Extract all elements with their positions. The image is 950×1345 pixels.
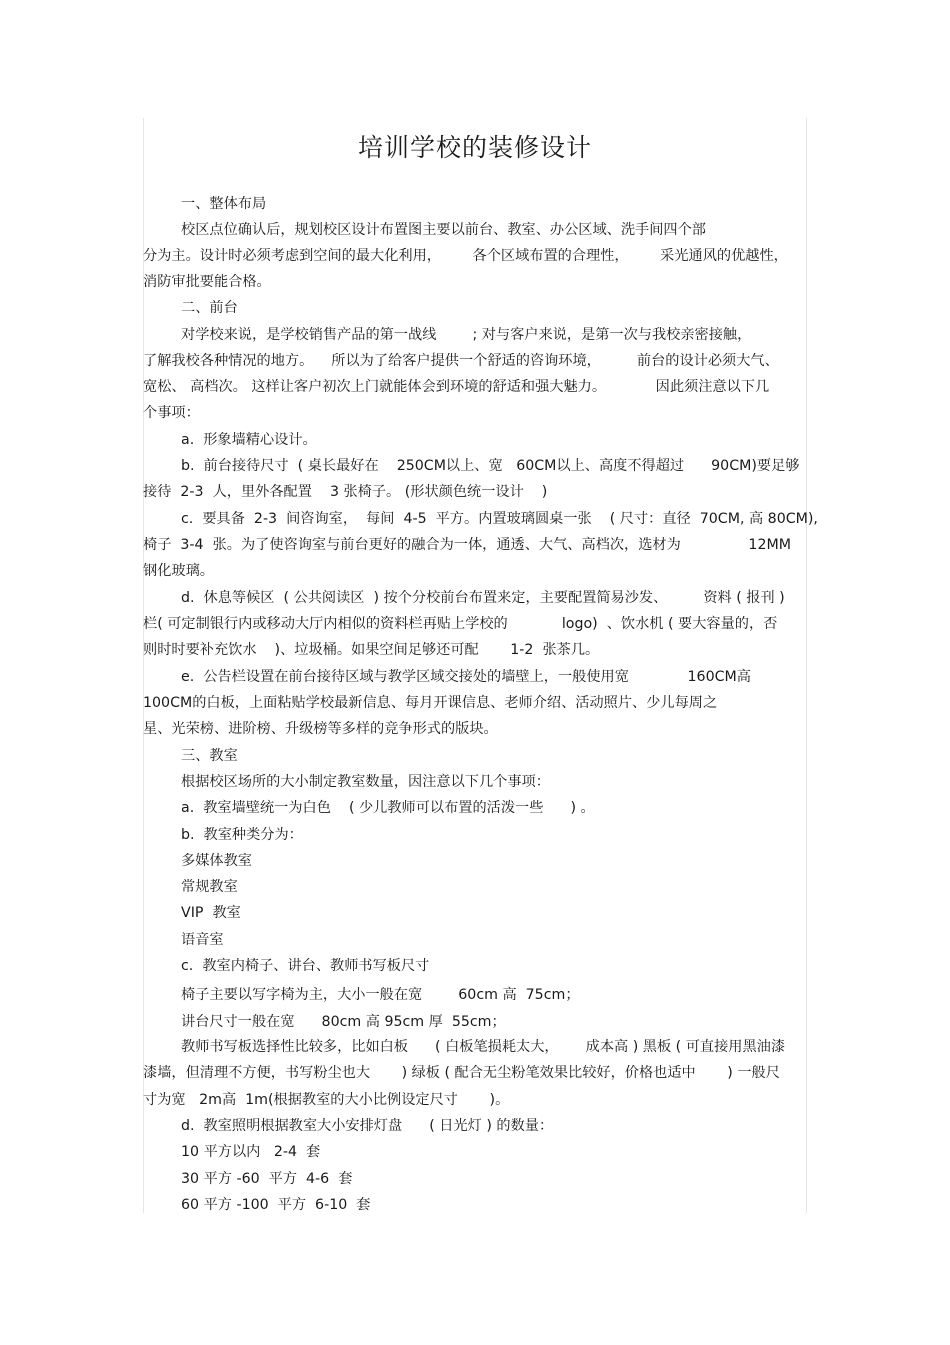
- paragraph-line: 椅子 3-4 张。为了使咨询室与前台更好的融合为一体，通透、大气、高档次，选材为 12MM: [143, 537, 791, 553]
- paragraph-line: 宽松、 高档次。 这样让客户初次上门就能体会到环境的舒适和强大魅力。 因此须注意以下几: [143, 379, 770, 395]
- list-item: c. 教室内椅子、讲台、教师书写板尺寸: [181, 958, 430, 974]
- paragraph-line: 钢化玻璃。: [143, 563, 214, 579]
- list-item: a. 形象墙精心设计。: [181, 432, 317, 448]
- paragraph-line: 椅子主要以写字椅为主，大小一般在宽 60cm 高 75cm；: [181, 987, 580, 1003]
- classroom-type: 常规教室: [181, 879, 238, 895]
- paragraph-line: 分为主。设计时必须考虑到空间的最大化利用， 各个区域布置的合理性， 采光通风的优越性，: [143, 248, 788, 264]
- section-heading-reception: 二、前台: [181, 300, 238, 316]
- list-item: b. 教室种类分为：: [181, 827, 303, 843]
- paragraph-line: 寸为宽 2m高 1m(根据教室的大小比例设定尺寸 )。: [143, 1092, 510, 1108]
- lighting-row: 60 平方 -100 平方 6-10 套: [181, 1197, 371, 1213]
- paragraph-line: 漆墙，但清理不方便，书写粉尘也大 ) 绿板 ( 配合无尘粉笔效果比较好，价格也适中 ) 一般尺: [143, 1065, 780, 1081]
- paragraph-line: 星、光荣榜、进阶榜、升级榜等多样的竞争形式的版块。: [143, 721, 498, 737]
- list-item: e. 公告栏设置在前台接待区域与教学区域交接处的墙壁上，一般使用宽 160CM高: [181, 669, 751, 685]
- paragraph-line: 校区点位确认后，规划校区设计布置图主要以前台、教室、办公区域、洗手间四个部: [181, 222, 706, 238]
- paragraph-line: 教师书写板选择性比较多，比如白板 ( 白板笔损耗太大， 成本高 ) 黑板 ( 可直接用黑油漆: [181, 1039, 786, 1055]
- paragraph-line: 100CM的白板，上面粘贴学校最新信息、每月开课信息、老师介绍、活动照片、少儿每周之: [143, 695, 718, 711]
- section-heading-layout: 一、整体布局: [181, 196, 267, 212]
- lighting-row: 10 平方以内 2-4 套: [181, 1144, 321, 1160]
- paragraph-line: 讲台尺寸一般在宽 80cm 高 95cm 厚 55cm；: [181, 1014, 506, 1030]
- list-item: d. 休息等候区 ( 公共阅读区 ) 按个分校前台布置来定，主要配置简易沙发、 资料 ( 报刊 ): [181, 590, 785, 606]
- list-item: a. 教室墙壁统一为白色 ( 少儿教师可以布置的活泼一些 ) 。: [181, 800, 595, 816]
- list-item: d. 教室照明根据教室大小安排灯盘 ( 日光灯 ) 的数量：: [181, 1118, 554, 1134]
- section-heading-classroom: 三、教室: [181, 748, 238, 764]
- paragraph-line: 了解我校各种情况的地方。 所以为了给客户提供一个舒适的咨询环境， 前台的设计必须大气、: [143, 353, 779, 369]
- paragraph-line: 则时时要补充饮水 )、垃圾桶。如果空间足够还可配 1-2 张茶几。: [143, 642, 600, 658]
- paragraph-line: 接待 2-3 人，里外各配置 3 张椅子。 (形状颜色统一设计 ): [143, 484, 548, 500]
- paragraph-line: 栏( 可定制银行内或移动大厅内相似的资料栏再贴上学校的 logo) 、饮水机 ( 要大容量的，否: [143, 616, 778, 632]
- paragraph-line: 根据校区场所的大小制定教室数量，因注意以下几个事项：: [181, 774, 550, 790]
- list-item: c. 要具备 2-3 间咨询室， 每间 4-5 平方。内置玻璃圆桌一张 ( 尺寸：直径 70CM, 高 80CM),: [181, 511, 818, 527]
- paragraph-line: 对学校来说，是学校销售产品的第一战线 ; 对与客户来说，是第一次与我校亲密接触，: [181, 327, 752, 343]
- classroom-type: 语音室: [181, 932, 224, 948]
- document-title: 培训学校的装修设计: [357, 133, 592, 162]
- classroom-type: 多媒体教室: [181, 853, 252, 869]
- paragraph-line: 个事项：: [143, 405, 200, 421]
- classroom-type: VIP 教室: [181, 905, 241, 921]
- paragraph-line: 消防审批要能合格。: [143, 274, 271, 290]
- list-item: b. 前台接待尺寸 ( 桌长最好在 250CM以上、宽 60CM以上、高度不得超过 90CM)要足够: [181, 458, 800, 474]
- lighting-row: 30 平方 -60 平方 4-6 套: [181, 1171, 353, 1187]
